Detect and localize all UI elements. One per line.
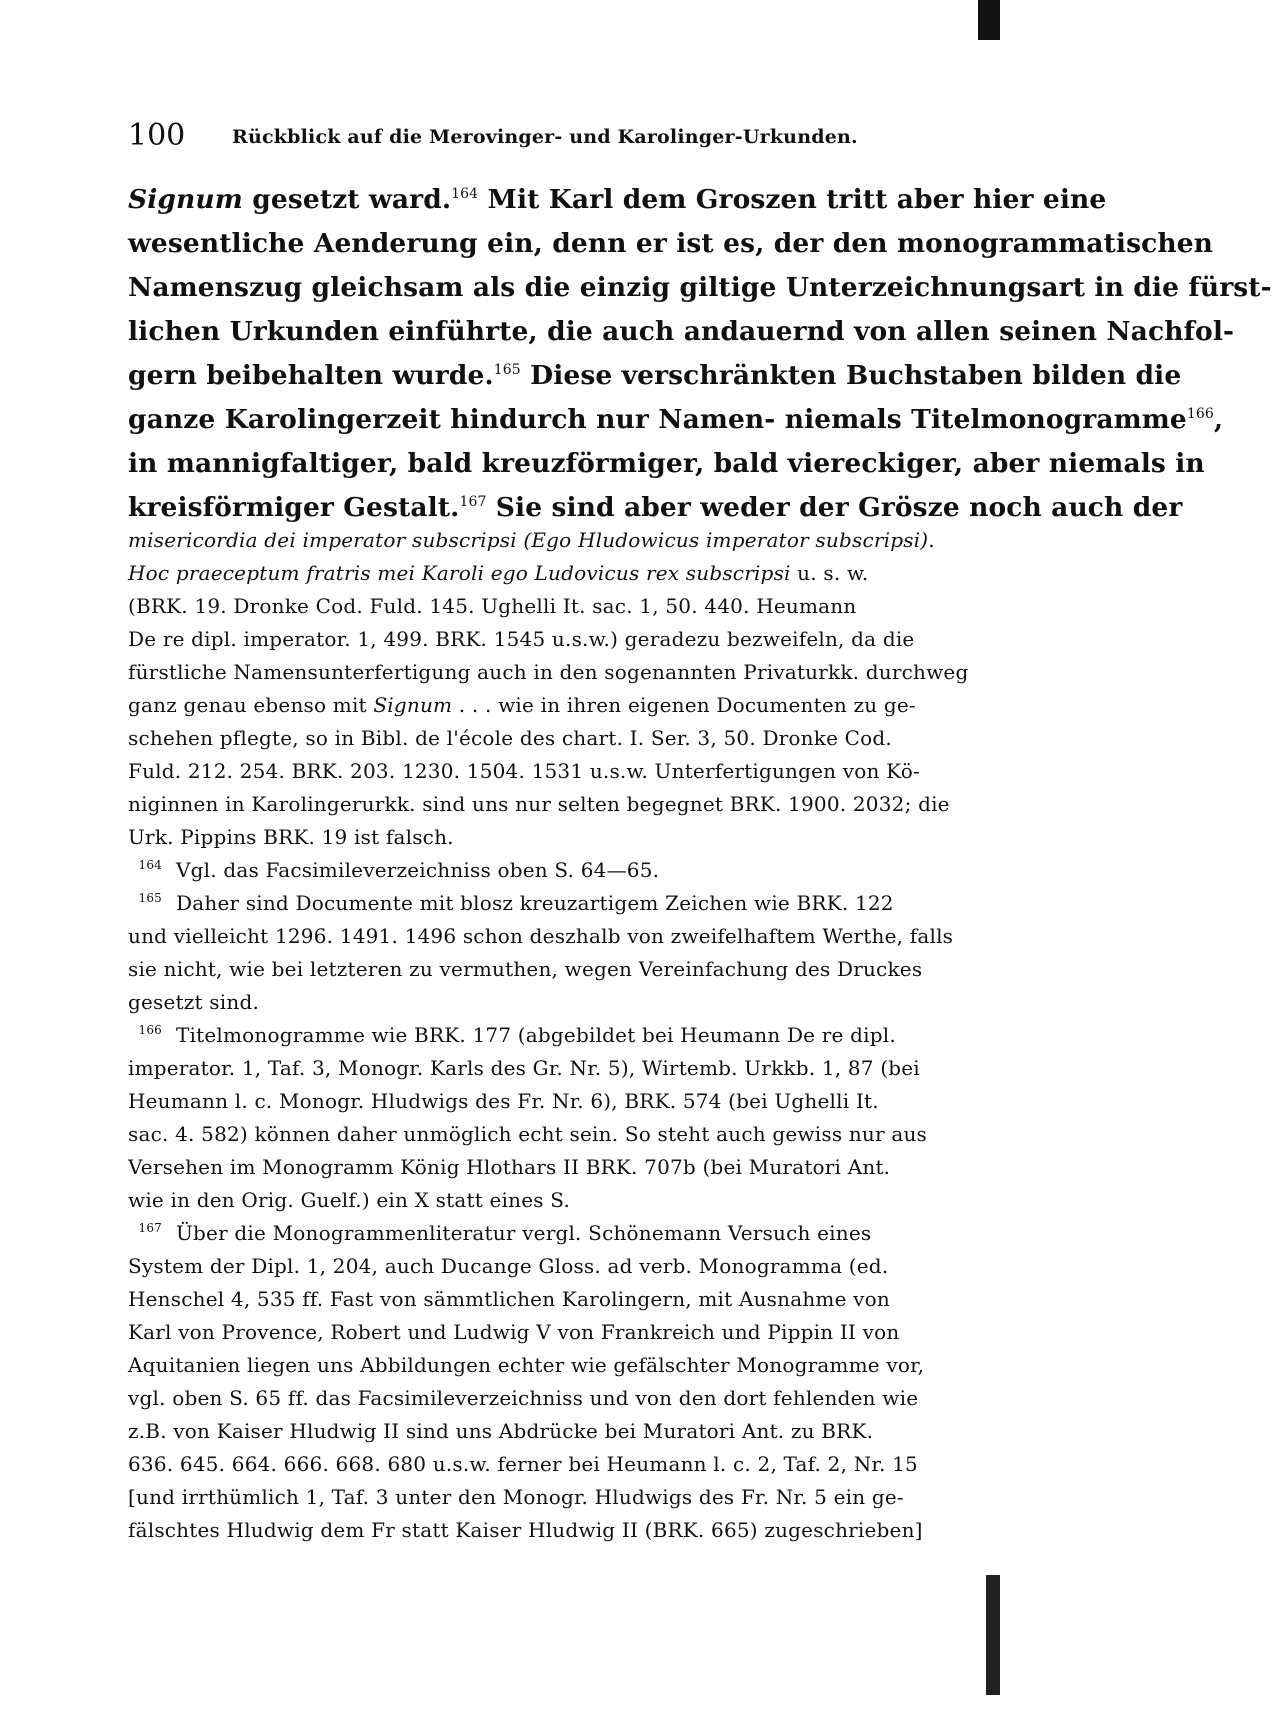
footnote-164: 164 Vgl. das Facsimileverzeichniss oben S. 64—65. xyxy=(138,858,660,882)
footnote-continuation-line: Fuld. 212. 254. BRK. 203. 1230. 1504. 1531 u.s.w. Unterfertigungen von Kö- xyxy=(128,759,920,783)
main-line-3: Namenszug gleichsam als die einzig giltige Unterzeichnungsart in die fürst- xyxy=(128,272,1272,303)
main-line-1: Signum gesetzt ward.$^{164}$ Mit Karl dem Groszen tritt aber hier eine xyxy=(128,184,1107,215)
footnote-167-line: z.B. von Kaiser Hludwig II sind uns Abdrücke bei Muratori Ant. zu BRK. xyxy=(128,1419,874,1443)
page-header xyxy=(128,118,928,158)
main-line-6: ganze Karolingerzeit hindurch nur Namen- niemals Titelmonogramme$^{166}$, xyxy=(128,404,1224,435)
footnote-166-line: wie in den Orig. Guelf.) ein X statt eines S. xyxy=(128,1188,571,1212)
footnote-165-line: sie nicht, wie bei letzteren zu vermuthen, wegen Vereinfachung des Druckes xyxy=(128,957,923,981)
main-line-5: gern beibehalten wurde.$^{165}$ Diese verschränkten Buchstaben bilden die xyxy=(128,360,1182,391)
footnote-165-line: und vielleicht 1296. 1491. 1496 schon deszhalb von zweifelhaftem Werthe, falls xyxy=(128,924,954,948)
footnote-ref-166: 166 xyxy=(1186,406,1214,423)
footnote-continuation-line: misericordia dei imperator subscripsi (Ego Hludowicus imperator subscripsi). xyxy=(128,528,935,552)
main-line-2: wesentliche Aenderung ein, denn er ist es, der den monogrammatischen xyxy=(128,228,1214,259)
footnote-167-line: fälschtes Hludwig dem Fr statt Kaiser Hludwig II (BRK. 665) zugeschrieben] xyxy=(128,1518,923,1542)
footnote-167-line: System der Dipl. 1, 204, auch Ducange Gloss. ad verb. Monogramma (ed. xyxy=(128,1254,889,1278)
footnote-167: 167 Über die Monogrammenliteratur vergl. Schönemann Versuch eines xyxy=(138,1221,872,1245)
footnote-167-line: Karl von Provence, Robert und Ludwig V von Frankreich und Pippin II von xyxy=(128,1320,900,1344)
page-number: 100 xyxy=(128,118,186,153)
footnote-continuation-line: (BRK. 19. Dronke Cod. Fuld. 145. Ughelli It. sac. 1, 50. 440. Heumann xyxy=(128,594,857,618)
page-edge-mark-top xyxy=(978,0,1000,40)
main-line-8: kreisförmiger Gestalt.$^{167}$ Sie sind aber weder der Grösze noch auch der xyxy=(128,492,1183,523)
footnote-continuation-line: Hoc praeceptum fratris mei Karoli ego Ludovicus rex subscripsi u. s. w. xyxy=(128,561,869,585)
footnote-continuation-line: niginnen in Karolingerurkk. sind uns nur selten begegnet BRK. 1900. 2032; die xyxy=(128,792,950,816)
main-line-4: lichen Urkunden einführte, die auch andauernd von allen seinen Nachfol- xyxy=(128,316,1235,347)
main-text xyxy=(128,178,1272,530)
footnote-166-line: sac. 4. 582) können daher unmöglich echt sein. So steht auch gewiss nur aus xyxy=(128,1122,927,1146)
footnote-167-line: [und irrthümlich 1, Taf. 3 unter den Monogr. Hludwigs des Fr. Nr. 5 ein ge- xyxy=(128,1485,904,1509)
footnote-167-line: vgl. oben S. 65 ff. das Facsimileverzeichniss und von den dort fehlenden wie xyxy=(128,1386,919,1410)
footnote-165: 165 Daher sind Documente mit blosz kreuzartigem Zeichen wie BRK. 122 xyxy=(138,891,894,915)
footnote-167-line: Aquitanien liegen uns Abbildungen echter wie gefälschter Monogramme vor, xyxy=(128,1353,925,1377)
main-line-7: in mannigfaltiger, bald kreuzförmiger, bald viereckiger, aber niemals in xyxy=(128,448,1205,479)
footnote-ref-165: 165 xyxy=(493,362,521,379)
footnote-166: 166 Titelmonogramme wie BRK. 177 (abgebildet bei Heumann De re dipl. xyxy=(138,1023,896,1047)
footnote-continuation-line: schehen pflegte, so in Bibl. de l'école des chart. I. Ser. 3, 50. Dronke Cod. xyxy=(128,726,892,750)
footnote-167-line: Henschel 4, 535 ff. Fast von sämmtlichen Karolingern, mit Ausnahme von xyxy=(128,1287,890,1311)
running-title: Rückblick auf die Merovinger- und Karolinger-Urkunden. xyxy=(232,126,858,148)
footnote-continuation-line: fürstliche Namensunterfertigung auch in den sogenannten Privaturkk. durchweg xyxy=(128,660,969,684)
footnote-165-line: gesetzt sind. xyxy=(128,990,260,1014)
footnote-continuation-line: De re dipl. imperator. 1, 499. BRK. 1545 u.s.w.) geradezu bezweifeln, da die xyxy=(128,627,915,651)
footnote-ref-167: 167 xyxy=(459,494,487,511)
footnote-166-line: Versehen im Monogramm König Hlothars II BRK. 707b (bei Muratori Ant. xyxy=(128,1155,891,1179)
footnote-166-line: Heumann l. c. Monogr. Hludwigs des Fr. Nr. 6), BRK. 574 (bei Ughelli It. xyxy=(128,1089,879,1113)
page-edge-mark-bottom xyxy=(986,1575,1000,1695)
footnote-167-line: 636. 645. 664. 666. 668. 680 u.s.w. ferner bei Heumann l. c. 2, Taf. 2, Nr. 15 xyxy=(128,1452,918,1476)
footnote-ref-164: 164 xyxy=(451,186,479,203)
footnote-continuation-line: ganz genau ebenso mit Signum . . . wie in ihren eigenen Documenten zu ge- xyxy=(128,693,916,717)
footnote-166-line: imperator. 1, Taf. 3, Monogr. Karls des Gr. Nr. 5), Wirtemb. Urkkb. 1, 87 (bei xyxy=(128,1056,920,1080)
footnotes xyxy=(128,524,969,1547)
footnote-continuation-line: Urk. Pippins BRK. 19 ist falsch. xyxy=(128,825,454,849)
